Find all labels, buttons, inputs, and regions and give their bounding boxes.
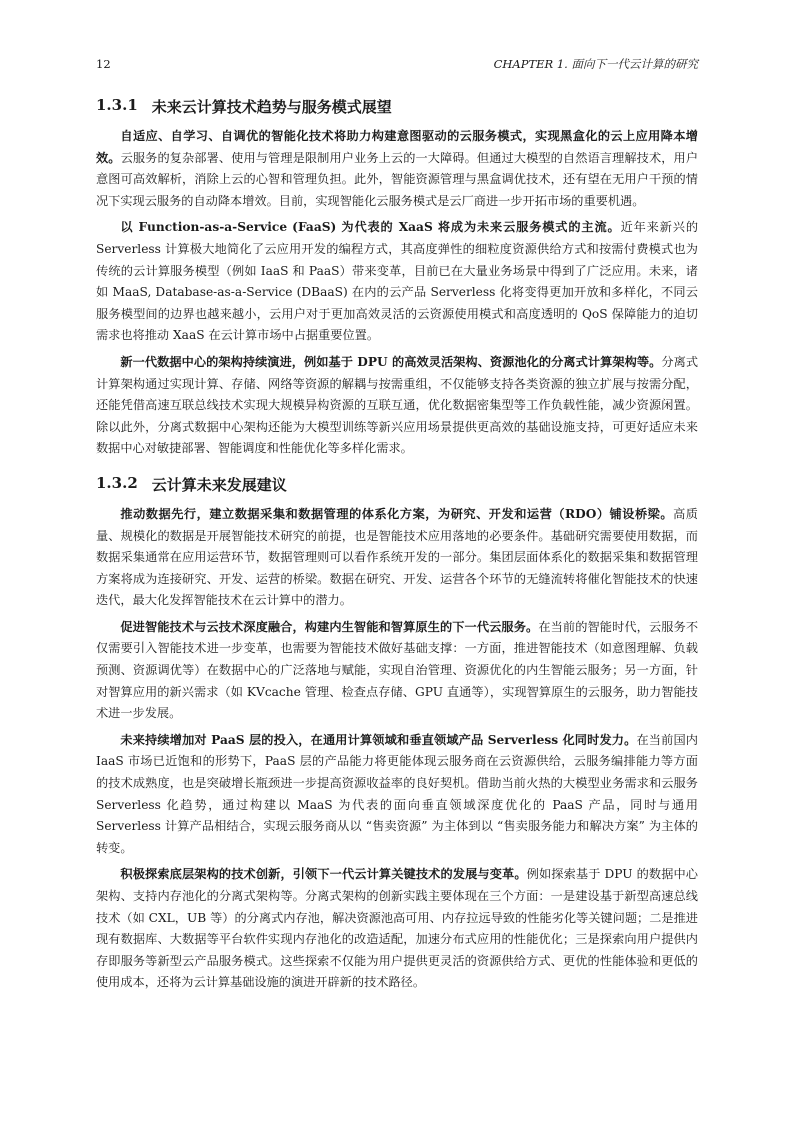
paragraph (96, 730, 698, 860)
section-title: 云计算未来发展建议 (151, 475, 287, 494)
paragraph-lead: 以 Function-as-a-Service (FaaS) 为代表的 XaaS 将成为未来云服务模式的主流。 (120, 220, 621, 235)
section-title: 未来云计算技术趋势与服务模式展望 (151, 98, 392, 116)
paragraph-lead: 促进智能技术与云技术深度融合，构建内生智能和智算原生的下一代云服务。 (120, 619, 539, 634)
paragraph-body: 在当前的智能时代，云服务不仅需要引入智能技术进一步变革，也需要为智能技术做好基础支撑：一方面，推进智能技术（如意图理解、负载预测、资源调优等）在数据中心的广泛落地与赋能，实现自治管理、资源优化的内生智能云服务；另一方面，针对智算应用的新兴需求（如 KVcache 管理、检查点存储、GPU 直通等），实现智算原生的云服务，助力智能技术进一步发展。 (96, 619, 699, 721)
paragraph (96, 864, 698, 994)
paragraph-lead: 自适应、自学习、自调优的智能化技术将助力构建意图驱动的云服务模式，实现黑盒化的云上应用降本增效。 (96, 129, 698, 165)
paragraph-body: 例如探索基于 DPU 的数据中心架构、支持内存池化的分离式架构等。分离式架构的创新实践主要体现在三个方面：一是建设基于新型高速总线技术（如 CXL，UB 等）的分离式内存池，解决资源池高可用、内存拉远导致的性能劣化等关键问题；二是推进现有数据库、大数据等平台软件实现内存池化的改造适配，加速分布式应用的性能优化；三是探索向用户提供内存即服务等新型云产品服务模式。这些探索不仅能为用户提供更灵活的资源供给方式、更优的性能体验和更低的使用成本，还将为云计算基础设施的演进开辟新的技术路径。 (96, 867, 698, 990)
paragraph-body: 分离式计算架构通过实现计算、存储、网络等资源的解耦与按需重组，不仅能够支持各类资源的独立扩展与按需分配，还能凭借高速互联总线技术实现大规模异构资源的互联互通，优化数据密集型等工作负载性能，减少资源闲置。除以此外，分离式数据中心架构还能为大模型训练等新兴应用场景提供更高效的基础设施支持，可更好适应未来数据中心对敏捷部署、智能调度和性能优化等多样化需求。 (96, 354, 699, 456)
section-number: 1.3.1 (96, 96, 138, 114)
page-number: 12 (96, 57, 111, 71)
paragraph-body: 在当前国内 IaaS 市场已近饱和的形势下，PaaS 层的产品能力将更能体现云服务商在云资源供给，云服务编排能力等方面的技术成熟度，也是突破增长瓶颈进一步提高资源收益率的良好契机。借助当前火热的大模型业务需求和云服务 Serverless 化趋势，通过构建以 MaaS 为代表的面向垂直领域深度优化的 PaaS 产品，同时与通用 Serverless 计算产品相结合，实现云服务商从以 “售卖资源” 为主体到以 “售卖服务能力和解决方案” 为主体的转变。 (96, 732, 698, 855)
section-heading (96, 474, 698, 495)
section-number: 1.3.2 (96, 473, 138, 492)
paragraph-lead: 积极探索底层架构的技术创新，引领下一代云计算关键技术的发展与变革。 (120, 867, 527, 882)
paragraph-body: 高质量、规模化的数据是开展智能技术研究的前提，也是智能技术应用落地的必要条件。基础研究需要使用数据，而数据采集通常在应用运营环节，数据管理则可以看作系统开发的一部分。集团层面体系化的数据采集和数据管理方案将成为连接研究、开发、运营的桥梁。数据在研究、开发、运营各个环节的无缝流转将催化智能技术的快速迭代，最大化发挥智能技术在云计算中的潜力。 (96, 506, 698, 608)
paragraph-lead: 推动数据先行，建立数据采集和数据管理的体系化方案，为研究、开发和运营（RDO）铺设桥梁。 (120, 506, 674, 521)
paragraph (96, 617, 698, 725)
paragraph (96, 504, 698, 612)
paragraph-lead: 未来持续增加对 PaaS 层的投入，在通用计算领域和垂直领域产品 Serverless 化同时发力。 (120, 732, 637, 747)
paragraph (96, 217, 698, 347)
chapter-title: CHAPTER 1. 面向下一代云计算的研究 (493, 57, 698, 71)
paragraph-lead: 新一代数据中心的架构持续演进，例如基于 DPU 的高效灵活架构、资源池化的分离式计算架构等。 (120, 354, 662, 369)
section-heading (96, 96, 698, 117)
paragraph (96, 352, 698, 460)
paragraph (96, 126, 698, 212)
paragraph-body: 云服务的复杂部署、使用与管理是限制用户业务上云的一大障碍。但通过大模型的自然语言理解技术，用户意图可高效解析，消除上云的心智和管理负担。此外，智能资源管理与黑盒调优技术，还有望在无用户干预的情况下实现云服务的自动降本增效。目前，实现智能化云服务模式是云厂商进一步开拓市场的重要机遇。 (96, 150, 699, 208)
paragraph-body: 近年来新兴的 Serverless 计算极大地简化了云应用开发的编程方式，其高度弹性的细粒度资源供给方式和按需付费模式也为传统的云计算服务模型（例如 IaaS 和 PaaS）带来变革，目前已在大量业务场景中得到了广泛应用。未来，诸如 MaaS, Database-as-a-Service (DBaaS) 在内的云产品 Serverless 化将变得更加开放和多样化，不同云服务模型间的边界也越来越小，云用户对于更加高效灵活的云资源使用模式和高度透明的 QoS 保障能力的迫切需求也将推动 XaaS 在云计算市场中占据重要位置。 (96, 220, 699, 343)
paper-page (96, 56, 698, 999)
running-header (96, 56, 698, 76)
